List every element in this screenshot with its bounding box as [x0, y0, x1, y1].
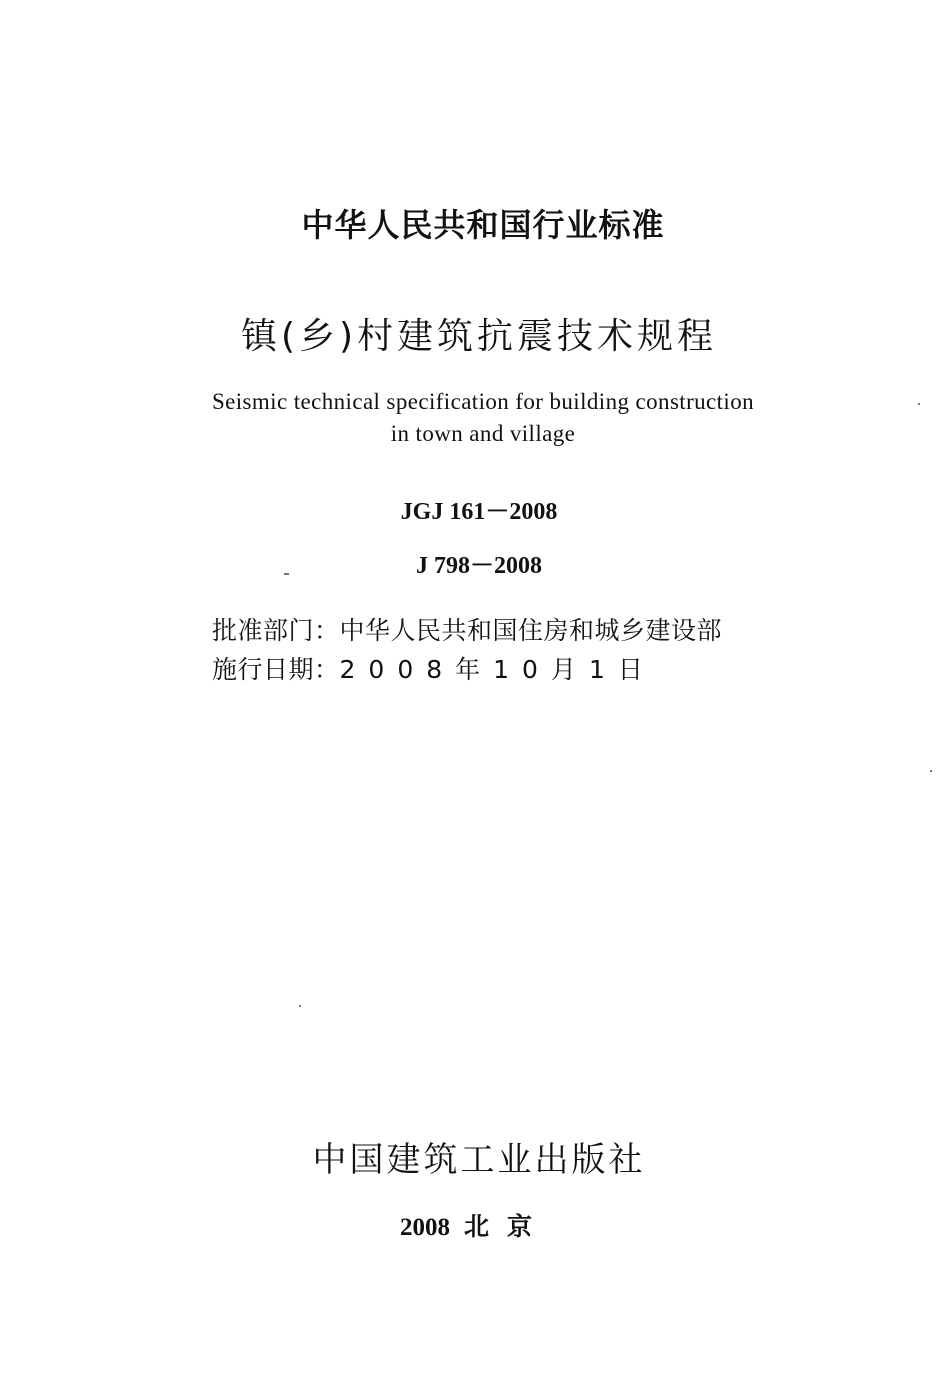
effective-date-line — [212, 650, 656, 686]
standard-category: 中华人民共和国行业标准 — [301, 206, 665, 244]
standard-code-primary: JGJ 161－2008 — [400, 499, 558, 525]
document-title-english-line2: in town and village — [390, 421, 576, 446]
publisher-name: 中国建筑工业出版社 — [312, 1140, 646, 1180]
approval-line — [212, 611, 722, 647]
approval-value: 中华人民共和国住房和城乡建设部 — [339, 616, 723, 645]
scan-speck — [284, 573, 289, 575]
scan-speck — [299, 1005, 301, 1007]
approval-label: 批准部门： — [212, 616, 340, 645]
publication-city: 北京 — [463, 1212, 550, 1241]
standard-code-secondary: J 798－2008 — [416, 553, 542, 579]
effective-date-label: 施行日期： — [212, 655, 340, 684]
scan-speck — [918, 403, 920, 405]
publication-year: 2008 — [399, 1214, 450, 1241]
scan-speck — [930, 770, 932, 772]
document-title-english-line1: Seismic technical specification for building construction — [211, 389, 755, 414]
document-title-chinese: 镇(乡)村建筑抗震技术规程 — [240, 316, 718, 357]
effective-date-value: 2008年10月1日 — [339, 655, 656, 684]
publication-place — [0, 1207, 950, 1243]
